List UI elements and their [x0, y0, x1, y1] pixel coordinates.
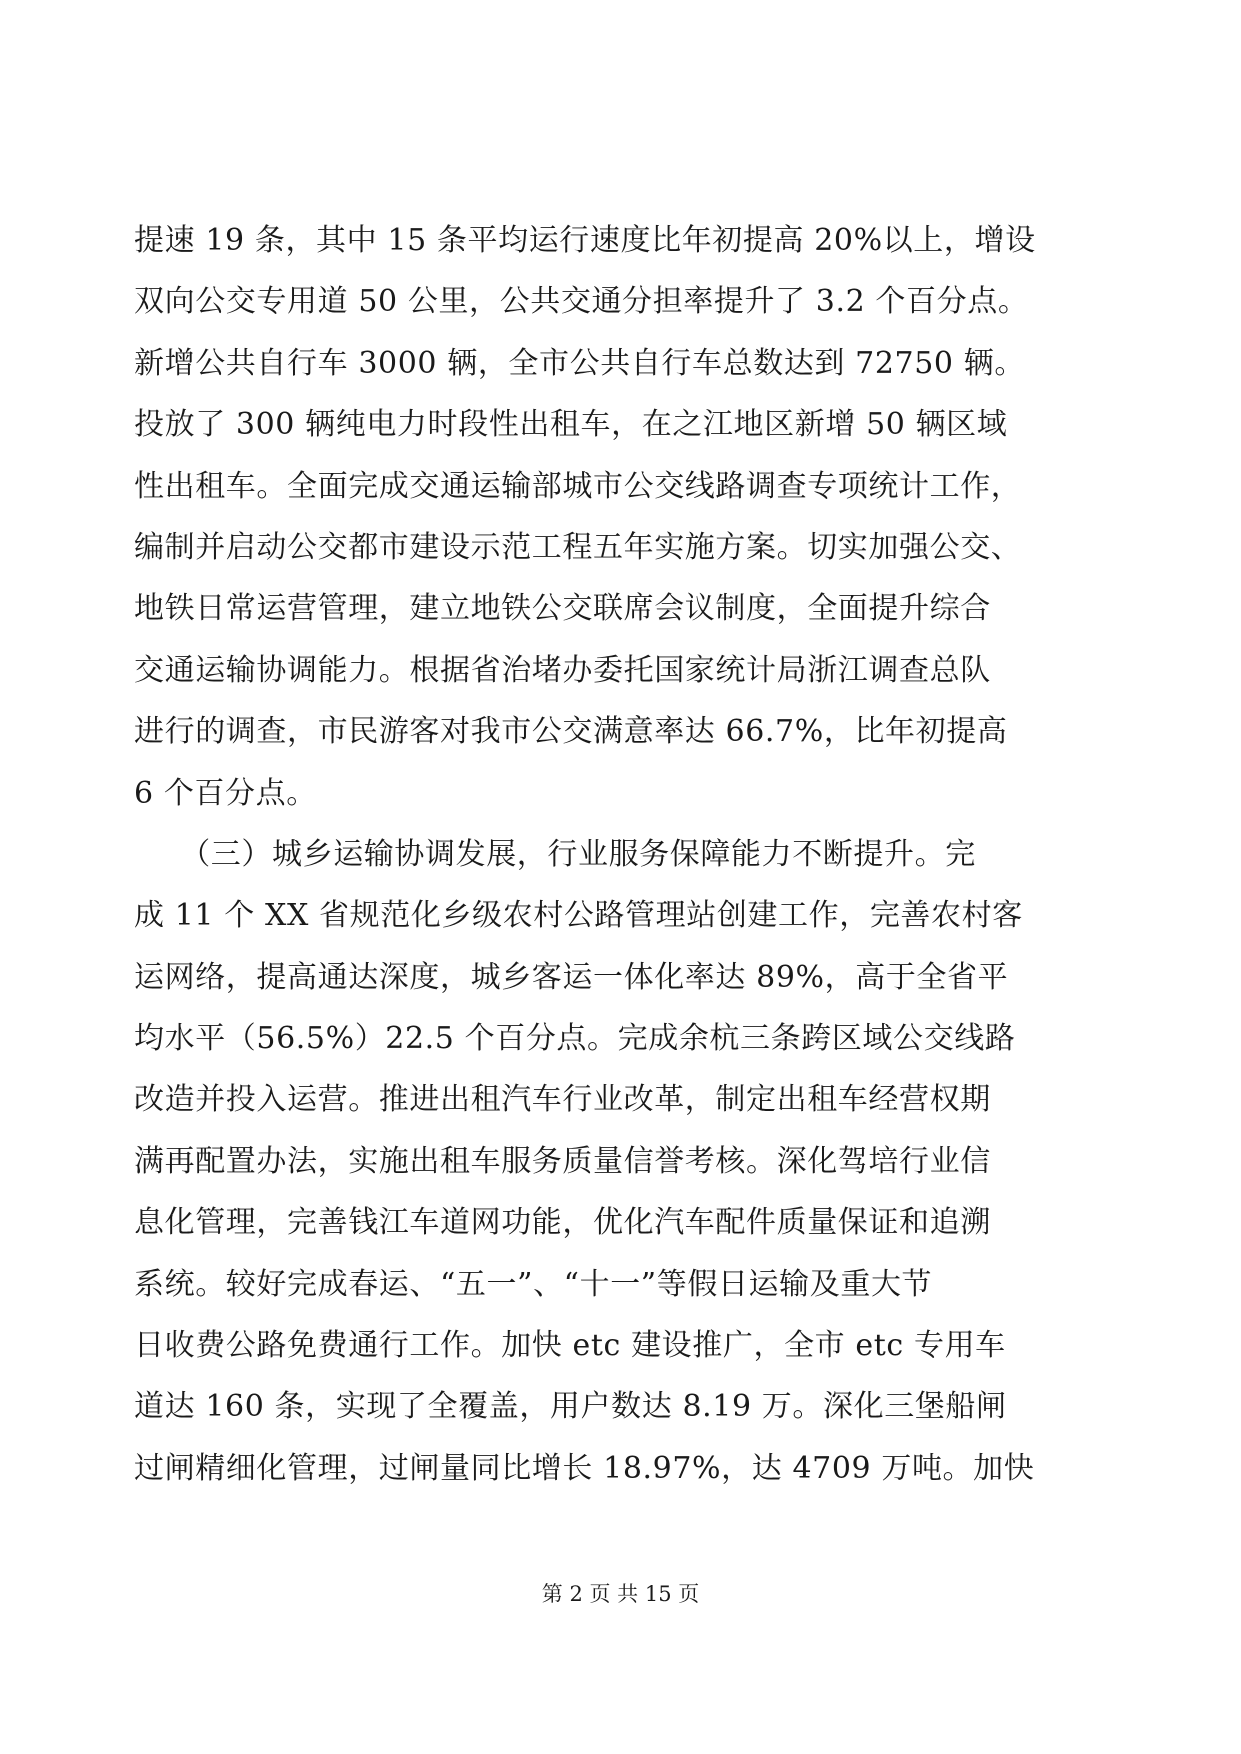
text-line: 息化管理，完善钱江车道网功能，优化汽车配件质量保证和追溯 [134, 1205, 991, 1241]
text-line: 投放了 300 辆纯电力时段性出租车，在之江地区新增 50 辆区域 [134, 407, 1008, 443]
section-heading-line: （三）城乡运输协调发展，行业服务保障能力不断提升。完 [134, 836, 976, 872]
text-line: 编制并启动公交都市建设示范工程五年实施方案。切实加强公交、 [134, 529, 1022, 565]
text-line: 成 11 个 XX 省规范化乡级农村公路管理站创建工作，完善农村客 [134, 898, 1023, 934]
text-line: 改造并投入运营。推进出租汽车行业改革，制定出租车经营权期 [134, 1082, 991, 1118]
body-text [134, 210, 1124, 1499]
text-line: 交通运输协调能力。根据省治堵办委托国家统计局浙江调查总队 [134, 652, 991, 688]
page-footer [0, 1581, 1241, 1607]
text-line: 提速 19 条，其中 15 条平均运行速度比年初提高 20%以上，增设 [134, 223, 1036, 258]
text-line: 性出租车。全面完成交通运输部城市公交线路调查专项统计工作， [134, 468, 1022, 504]
text-line: 满再配置办法，实施出租车服务质量信誉考核。深化驾培行业信 [134, 1143, 991, 1179]
text-line: 均水平（56.5%）22.5 个百分点。完成余杭三条跨区域公交线路 [134, 1021, 1016, 1057]
text-line: 过闸精细化管理，过闸量同比增长 18.97%，达 4709 万吨。加快 [134, 1450, 1035, 1486]
text-line: 新增公共自行车 3000 辆，全市公共自行车总数达到 72750 辆。 [134, 345, 1025, 381]
text-line: 双向公交专用道 50 公里，公共交通分担率提升了 3.2 个百分点。 [134, 284, 1029, 320]
text-line: 系统。较好完成春运、“五一”、“十一”等假日运输及重大节 [134, 1266, 933, 1302]
text-line: 6 个百分点。 [134, 775, 317, 811]
text-line: 运网络，提高通达深度，城乡客运一体化率达 89%，高于全省平 [134, 959, 1009, 995]
text-line: 日收费公路免费通行工作。加快 etc 建设推广，全市 etc 专用车 [134, 1328, 1006, 1364]
text-line: 进行的调查，市民游客对我市公交满意率达 66.7%，比年初提高 [134, 714, 1008, 750]
text-line: 地铁日常运营管理，建立地铁公交联席会议制度，全面提升综合 [134, 591, 991, 627]
text-line: 道达 160 条，实现了全覆盖，用户数达 8.19 万。深化三堡船闸 [134, 1389, 1007, 1425]
page-number-label: 第 2 页 共 15 页 [541, 1582, 700, 1606]
